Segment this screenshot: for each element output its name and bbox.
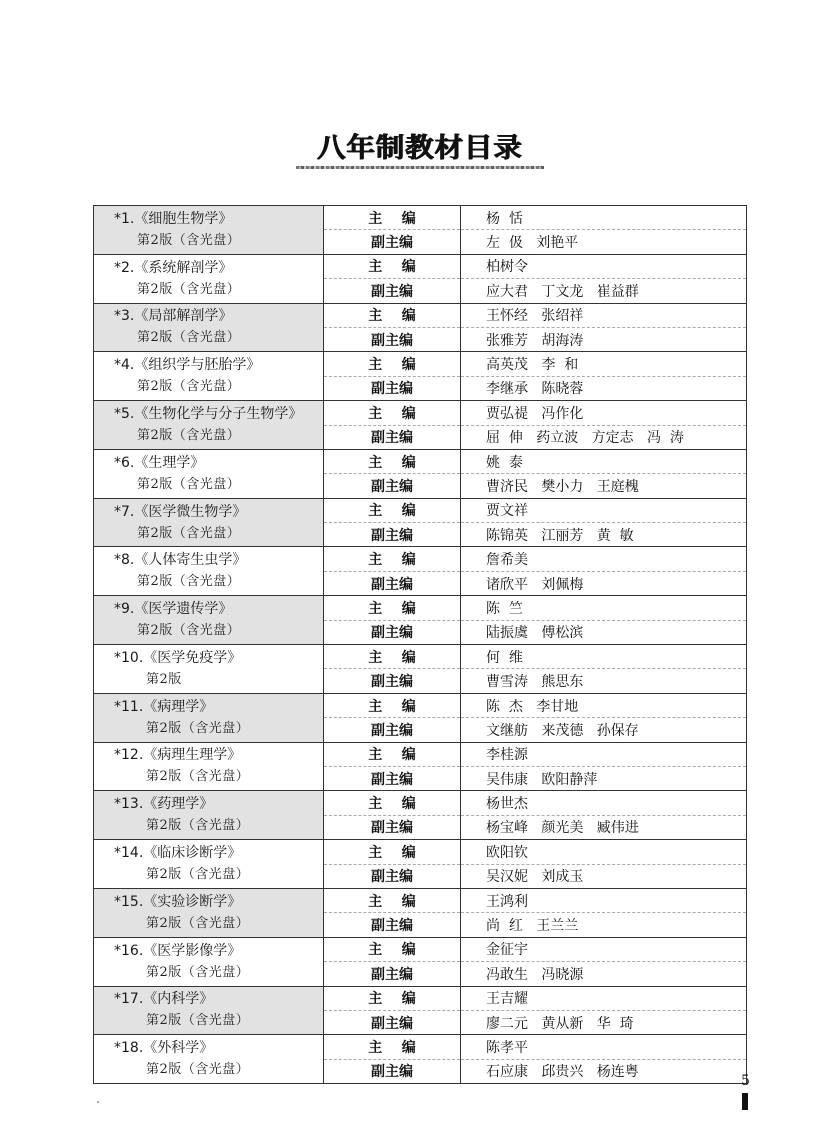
book-title: *14.《临床诊断学》 <box>114 845 242 862</box>
book-edition: 第2版（含光盘） <box>146 867 250 883</box>
book-edition: 第2版（含光盘） <box>146 769 250 785</box>
chief-editors: 金征宇 <box>486 942 528 959</box>
deputy-editor-label: 副主编 <box>371 478 413 495</box>
book-cell <box>94 1035 324 1084</box>
names-cell <box>461 206 747 255</box>
textbook-catalog-table <box>93 205 747 1084</box>
chief-editor-label: 主 编 <box>368 747 416 764</box>
deputy-editors: 冯敢生 冯晓源 <box>486 966 584 983</box>
table-row <box>94 791 747 840</box>
roles-cell <box>324 547 461 596</box>
book-title: *15.《实验诊断学》 <box>114 893 242 910</box>
deputy-editor-label: 副主编 <box>371 1064 413 1081</box>
book-edition: 第2版（含光盘） <box>137 476 241 492</box>
book-edition: 第2版（含光盘） <box>146 964 250 980</box>
deputy-editors: 张雅芳 胡海涛 <box>486 332 584 349</box>
book-edition: 第2版（含光盘） <box>137 330 241 346</box>
roles-cell <box>324 303 461 352</box>
table-row <box>94 254 747 303</box>
book-title: *16.《医学影像学》 <box>114 942 242 959</box>
chief-editors: 詹希美 <box>486 552 528 569</box>
names-cell <box>461 547 747 596</box>
chief-editors: 何 维 <box>486 649 523 666</box>
book-edition: 第2版（含光盘） <box>137 281 241 297</box>
deputy-editor-label: 副主编 <box>371 820 413 837</box>
roles-cell <box>324 1035 461 1084</box>
deputy-editor-label: 副主编 <box>371 966 413 983</box>
book-title: *9.《医学遗传学》 <box>114 601 233 618</box>
chief-editor-label: 主 编 <box>368 308 416 325</box>
book-edition: 第2版（含光盘） <box>146 818 250 834</box>
deputy-editors: 廖二元 黄从新 华 琦 <box>486 1015 634 1032</box>
deputy-editor-label: 副主编 <box>371 918 413 935</box>
table-row <box>94 1035 747 1084</box>
deputy-editor-label: 副主编 <box>371 722 413 739</box>
table-row <box>94 449 747 498</box>
chief-editors: 杨世杰 <box>486 796 528 813</box>
roles-cell <box>324 888 461 937</box>
names-cell <box>461 401 747 450</box>
chief-editor-label: 主 编 <box>368 259 416 276</box>
deputy-editors: 陈锦英 江丽芳 黄 敏 <box>486 527 634 544</box>
book-title: *1.《细胞生物学》 <box>114 210 233 227</box>
deputy-editors: 左 伋 刘艳平 <box>486 235 579 252</box>
chief-editors: 陈 竺 <box>486 600 523 617</box>
names-cell <box>461 791 747 840</box>
book-cell <box>94 791 324 840</box>
book-title: *13.《药理学》 <box>114 796 214 813</box>
deputy-editor-label: 副主编 <box>371 1015 413 1032</box>
chief-editors: 欧阳钦 <box>486 844 528 861</box>
page-title: 八年制教材目录 <box>317 133 523 164</box>
book-cell <box>94 937 324 986</box>
book-cell <box>94 449 324 498</box>
chief-editor-label: 主 编 <box>368 698 416 715</box>
names-cell <box>461 888 747 937</box>
roles-cell <box>324 791 461 840</box>
deputy-editors: 吴伟康 欧阳静萍 <box>486 771 598 788</box>
book-title: *8.《人体寄生虫学》 <box>114 552 247 569</box>
table-row <box>94 206 747 255</box>
chief-editors: 王鸿利 <box>486 893 528 910</box>
names-cell <box>461 254 747 303</box>
book-cell <box>94 645 324 694</box>
chief-editors: 陈孝平 <box>486 1039 528 1056</box>
deputy-editors: 应大君 丁文龙 崔益群 <box>486 283 639 300</box>
chief-editors: 李桂源 <box>486 747 528 764</box>
deputy-editors: 曹雪涛 熊思东 <box>486 674 584 691</box>
book-title: *17.《内科学》 <box>114 991 214 1008</box>
deputy-editor-label: 副主编 <box>371 381 413 398</box>
names-cell <box>461 1035 747 1084</box>
book-cell <box>94 401 324 450</box>
chief-editors: 贾弘禔 冯作化 <box>486 405 584 422</box>
names-cell <box>461 937 747 986</box>
table-row <box>94 352 747 401</box>
book-cell <box>94 498 324 547</box>
book-edition: 第2版（含光盘） <box>137 525 241 541</box>
roles-cell <box>324 449 461 498</box>
chief-editor-label: 主 编 <box>368 844 416 861</box>
table-row <box>94 693 747 742</box>
chief-editor-label: 主 编 <box>368 600 416 617</box>
chief-editors: 陈 杰 李甘地 <box>486 698 579 715</box>
book-cell <box>94 596 324 645</box>
book-edition: 第2版（含光盘） <box>146 915 250 931</box>
book-edition: 第2版（含光盘） <box>137 574 241 590</box>
book-edition: 第2版（含光盘） <box>137 379 241 395</box>
names-cell <box>461 352 747 401</box>
book-cell <box>94 303 324 352</box>
chief-editor-label: 主 编 <box>368 503 416 520</box>
chief-editors: 王怀经 张绍祥 <box>486 308 584 325</box>
book-title: *7.《医学微生物学》 <box>114 503 247 520</box>
table-row <box>94 596 747 645</box>
book-cell <box>94 888 324 937</box>
deputy-editor-label: 副主编 <box>371 771 413 788</box>
roles-cell <box>324 206 461 255</box>
chief-editor-label: 主 编 <box>368 210 416 227</box>
book-title: *5.《生物化学与分子生物学》 <box>114 406 303 423</box>
book-cell <box>94 547 324 596</box>
chief-editor-label: 主 编 <box>368 991 416 1008</box>
roles-cell <box>324 986 461 1035</box>
table-row <box>94 401 747 450</box>
book-title: *3.《局部解剖学》 <box>114 308 233 325</box>
book-edition: 第2版 <box>146 671 182 687</box>
deputy-editors: 杨宝峰 颜光美 臧伟进 <box>486 820 639 837</box>
book-title: *4.《组织学与胚胎学》 <box>114 357 261 374</box>
chief-editors: 高英茂 李 和 <box>486 357 579 374</box>
book-cell <box>94 840 324 889</box>
names-cell <box>461 498 747 547</box>
roles-cell <box>324 352 461 401</box>
book-cell <box>94 254 324 303</box>
page-edge-marker <box>742 1093 748 1110</box>
names-cell <box>461 840 747 889</box>
chief-editors: 王吉耀 <box>486 991 528 1008</box>
chief-editors: 姚 泰 <box>486 454 523 471</box>
deputy-editor-label: 副主编 <box>371 332 413 349</box>
title-underline-decoration <box>296 166 544 169</box>
deputy-editor-label: 副主编 <box>371 869 413 886</box>
book-edition: 第2版（含光盘） <box>137 428 241 444</box>
names-cell <box>461 986 747 1035</box>
deputy-editor-label: 副主编 <box>371 235 413 252</box>
table-row <box>94 547 747 596</box>
table-row <box>94 645 747 694</box>
table-row <box>94 303 747 352</box>
deputy-editors: 陆振虞 傅松滨 <box>486 625 584 642</box>
chief-editor-label: 主 编 <box>368 405 416 422</box>
scan-speck <box>97 1101 99 1103</box>
book-cell <box>94 352 324 401</box>
deputy-editors: 诸欣平 刘佩梅 <box>486 576 584 593</box>
deputy-editors: 吴汉妮 刘成玉 <box>486 869 584 886</box>
deputy-editors: 石应康 邱贵兴 杨连粤 <box>486 1064 639 1081</box>
names-cell <box>461 449 747 498</box>
chief-editor-label: 主 编 <box>368 357 416 374</box>
chief-editor-label: 主 编 <box>368 893 416 910</box>
deputy-editors: 李继承 陈晓蓉 <box>486 381 584 398</box>
book-cell <box>94 206 324 255</box>
book-title: *10.《医学免疫学》 <box>114 649 242 666</box>
roles-cell <box>324 937 461 986</box>
chief-editor-label: 主 编 <box>368 454 416 471</box>
chief-editors: 杨 恬 <box>486 210 523 227</box>
table-row <box>94 742 747 791</box>
names-cell <box>461 693 747 742</box>
book-cell <box>94 986 324 1035</box>
deputy-editor-label: 副主编 <box>371 527 413 544</box>
chief-editors: 贾文祥 <box>486 503 528 520</box>
book-edition: 第2版（含光盘） <box>146 720 250 736</box>
table-row <box>94 937 747 986</box>
book-title: *12.《病理生理学》 <box>114 747 242 764</box>
chief-editor-label: 主 编 <box>368 552 416 569</box>
page-number: 5 <box>741 1073 750 1089</box>
catalog-table-body <box>94 206 747 1084</box>
deputy-editor-label: 副主编 <box>371 283 413 300</box>
deputy-editor-label: 副主编 <box>371 430 413 447</box>
deputy-editors: 屈 伸 药立波 方定志 冯 涛 <box>486 430 684 447</box>
book-title: *18.《外科学》 <box>114 1040 214 1057</box>
chief-editor-label: 主 编 <box>368 649 416 666</box>
chief-editor-label: 主 编 <box>368 1039 416 1056</box>
roles-cell <box>324 840 461 889</box>
roles-cell <box>324 596 461 645</box>
book-title: *2.《系统解剖学》 <box>114 259 233 276</box>
roles-cell <box>324 401 461 450</box>
roles-cell <box>324 254 461 303</box>
names-cell <box>461 303 747 352</box>
book-edition: 第2版（含光盘） <box>137 232 241 248</box>
book-edition: 第2版（含光盘） <box>137 623 241 639</box>
roles-cell <box>324 498 461 547</box>
table-row <box>94 840 747 889</box>
deputy-editors: 文继舫 来茂德 孙保存 <box>486 722 639 739</box>
table-row <box>94 986 747 1035</box>
deputy-editors: 曹济民 樊小力 王庭槐 <box>486 478 639 495</box>
names-cell <box>461 645 747 694</box>
chief-editor-label: 主 编 <box>368 942 416 959</box>
chief-editor-label: 主 编 <box>368 796 416 813</box>
book-cell <box>94 693 324 742</box>
page-title-block <box>290 132 550 176</box>
book-title: *11.《病理学》 <box>114 698 214 715</box>
deputy-editor-label: 副主编 <box>371 576 413 593</box>
names-cell <box>461 742 747 791</box>
chief-editors: 柏树令 <box>486 259 528 276</box>
roles-cell <box>324 693 461 742</box>
deputy-editor-label: 副主编 <box>371 625 413 642</box>
roles-cell <box>324 645 461 694</box>
book-edition: 第2版（含光盘） <box>146 1013 250 1029</box>
table-row <box>94 498 747 547</box>
table-row <box>94 888 747 937</box>
deputy-editors: 尚 红 王兰兰 <box>486 918 579 935</box>
deputy-editor-label: 副主编 <box>371 674 413 691</box>
names-cell <box>461 596 747 645</box>
book-edition: 第2版（含光盘） <box>146 1062 250 1078</box>
book-title: *6.《生理学》 <box>114 454 205 471</box>
book-cell <box>94 742 324 791</box>
roles-cell <box>324 742 461 791</box>
